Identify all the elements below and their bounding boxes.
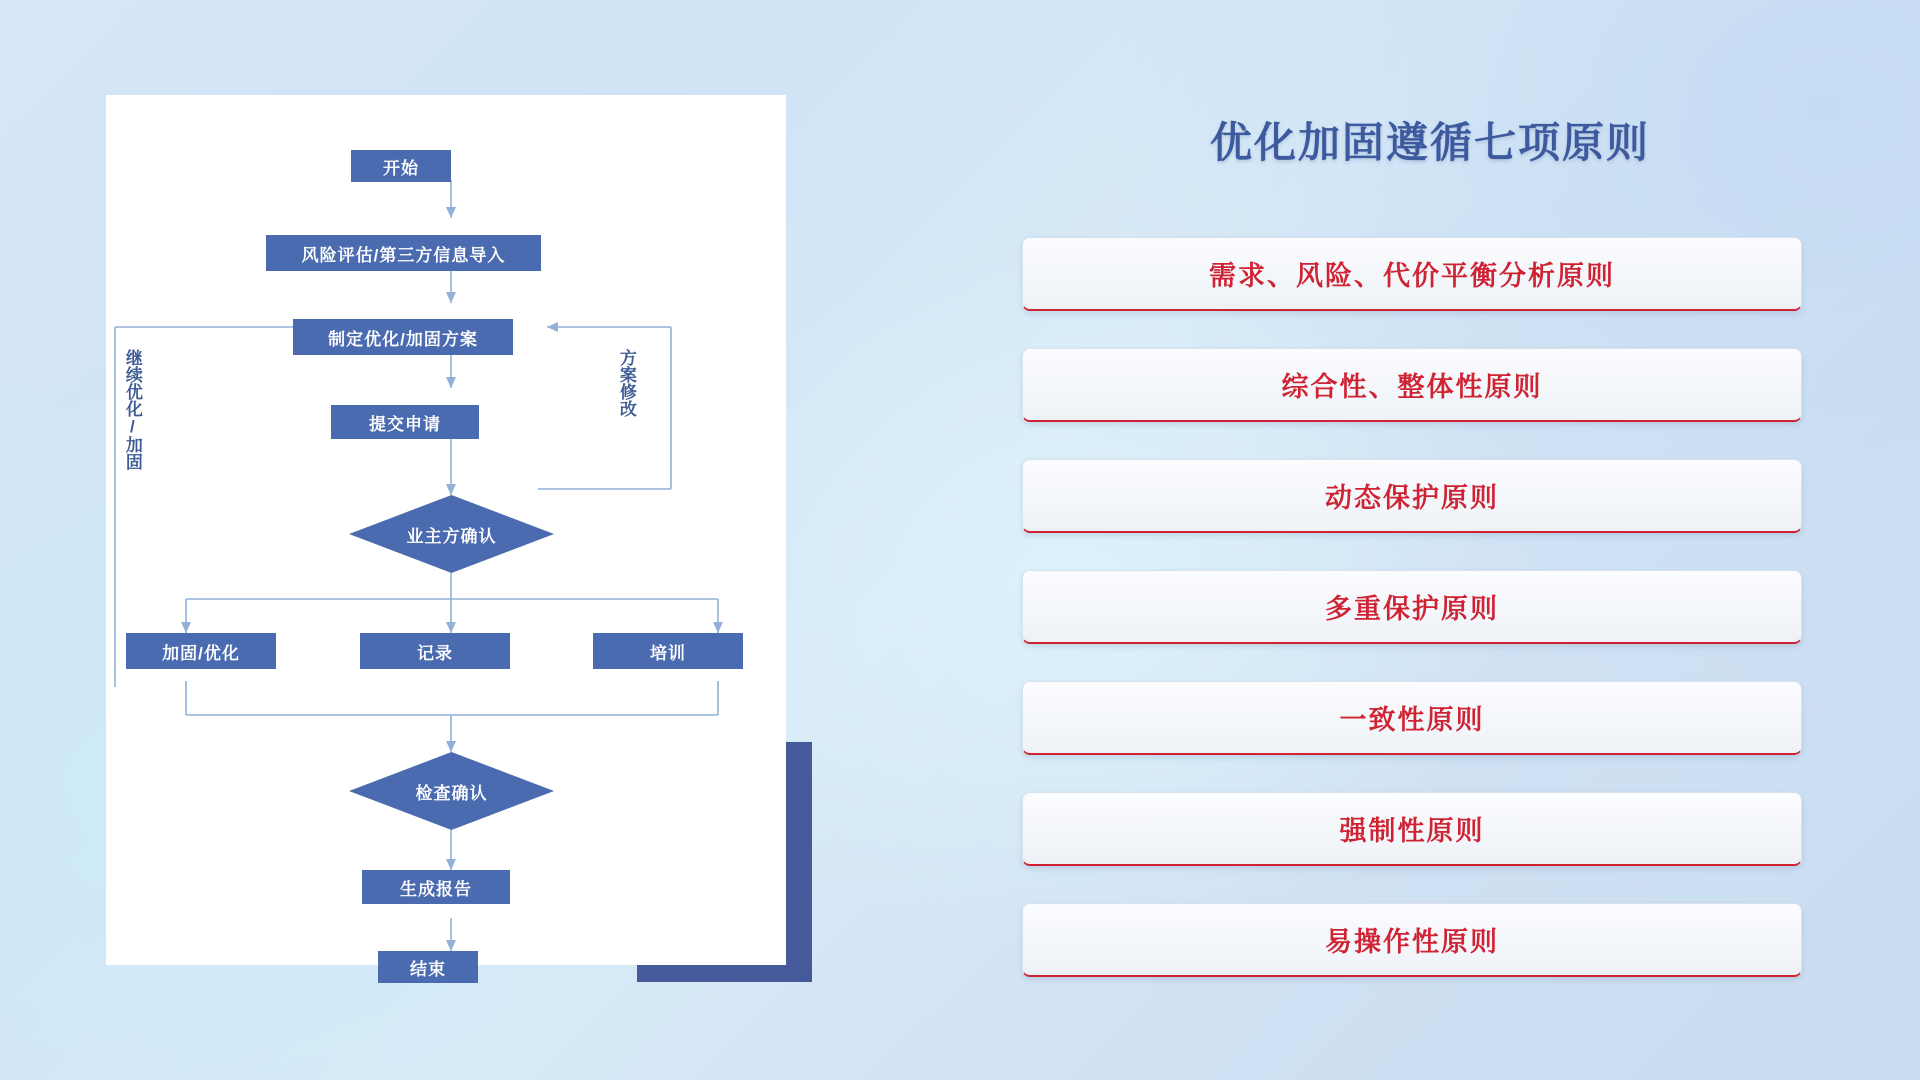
flow-node-training: 培训	[593, 633, 743, 669]
flow-node-owner-confirm	[349, 495, 554, 573]
flow-node-reinforce: 加固/优化	[126, 633, 276, 669]
flow-node-submit-application: 提交申请	[331, 405, 479, 439]
flowchart-panel	[106, 95, 786, 979]
principles-title: 优化加固遵循七项原则	[1209, 119, 1650, 166]
flow-edge-label-continue-optimize: 继续优化/加固	[122, 349, 142, 470]
flow-node-check-confirm-label: 检查确认	[415, 783, 488, 803]
flow-node-check-confirm	[349, 752, 554, 830]
principle-item: 综合性、整体性原则	[1022, 348, 1802, 422]
principle-item: 动态保护原则	[1022, 459, 1802, 533]
flow-node-risk-assessment: 风险评估/第三方信息导入	[266, 235, 541, 271]
principle-item: 需求、风险、代价平衡分析原则	[1022, 237, 1802, 311]
flow-node-end: 结束	[378, 951, 478, 983]
flow-node-generate-report: 生成报告	[362, 870, 510, 904]
principle-item: 一致性原则	[1022, 681, 1802, 755]
flow-node-owner-confirm-label: 业主方确认	[406, 526, 497, 546]
principle-item: 多重保护原则	[1022, 570, 1802, 644]
flow-node-record: 记录	[360, 633, 510, 669]
flow-node-start: 开始	[351, 150, 451, 182]
flow-node-plan: 制定优化/加固方案	[293, 319, 513, 355]
flow-edge-label-plan-revision: 方案修改	[616, 349, 636, 417]
principle-item: 易操作性原则	[1022, 903, 1802, 977]
principle-item: 强制性原则	[1022, 792, 1802, 866]
